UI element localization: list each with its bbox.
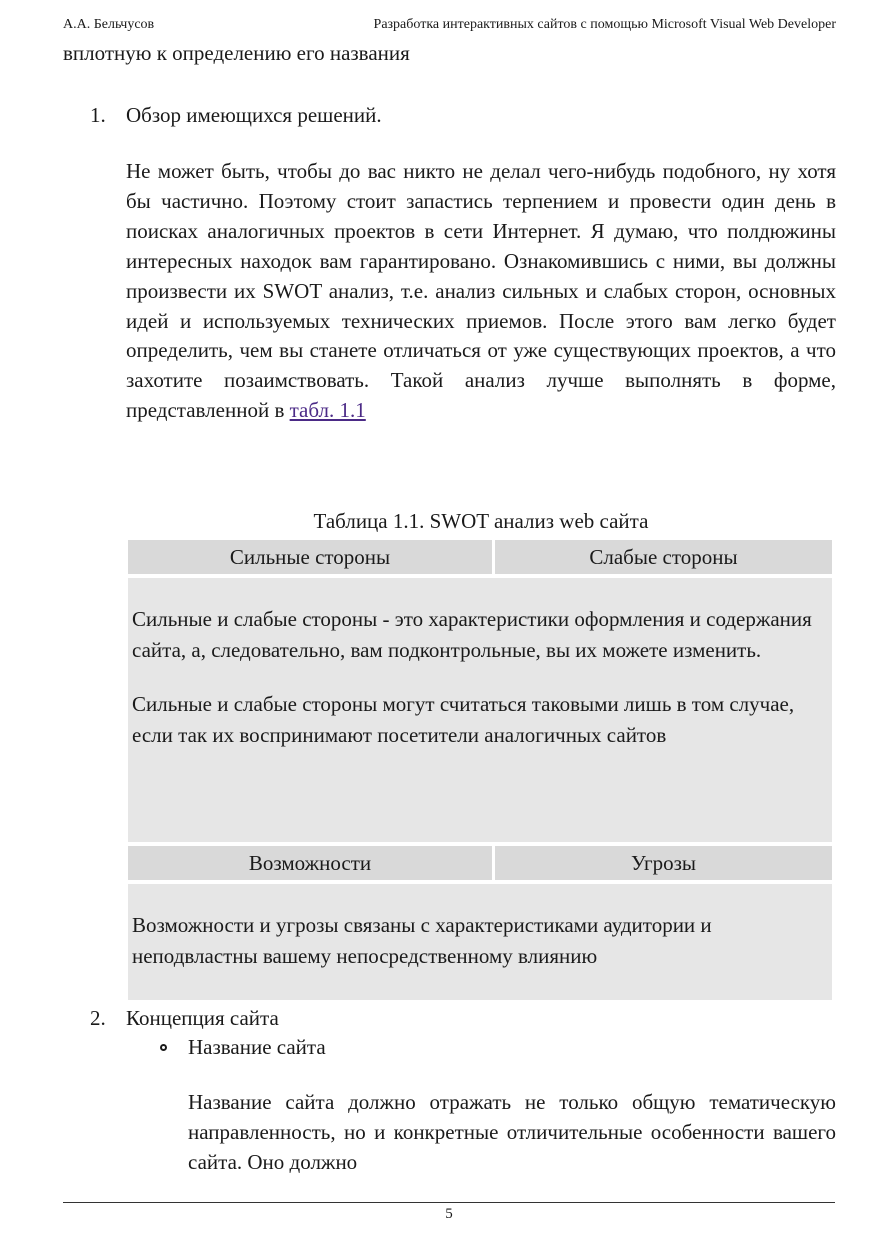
subsection-title-site-name: Название сайта [188,1035,326,1059]
header-author: А.А. Бельчусов [63,17,155,32]
overview-paragraph [126,157,836,426]
section-title-overview: Обзор имеющихся решений. [126,103,382,127]
header-book-title: Разработка интерактивных сайтов с помощью Microsoft Visual Web Developer [373,17,836,32]
list-number-1: 1. [90,103,106,127]
ot-description: Возможности и угрозы связаны с характеристиками аудитории и неподвластны вашему непосредственному влиянию [132,913,712,968]
list-number-2: 2. [90,1006,106,1030]
table-reference-link[interactable]: табл. 1.1 [289,398,366,423]
section-title-concept: Концепция сайта [126,1006,279,1030]
intro-line: вплотную к определению его названия [63,41,410,65]
table-header-strengths: Сильные стороны [128,540,492,574]
hollow-bullet-icon [160,1044,167,1051]
table-cell-strengths-weaknesses [128,578,832,842]
page-number: 5 [445,1206,453,1222]
sw-description-2: Сильные и слабые стороны могут считаться таковыми лишь в том случае, если так их воспринимают посетители аналогичных сайтов [132,692,795,747]
table-header-threats: Угрозы [495,846,832,880]
table-header-opportunities: Возможности [128,846,492,880]
table-header-weaknesses: Слабые стороны [495,540,832,574]
site-name-paragraph: Название сайта должно отражать не только общую тематическую направленность, но и конкретные отличительные особенности вашего сайта. Оно должно [188,1090,836,1174]
overview-paragraph-text: Не может быть, чтобы до вас никто не делал чего-нибудь подобного, ну хотя бы частично. Поэтому стоит запастись терпением и провести один день в поисках аналогичных проектов в сети Интернет. Я думаю, что полдюжины интересных находок вам гарантировано. Ознакомившись с ними, вы должны произвести их SWOT анализ, т.е. анализ сильных и слабых сторон, основных идей и используемых технических приемов. После этого вам легко будет определить, чем вы станете отличаться от уже существующих проектов, а что захотите позаимствовать. Такой анализ лучше выполнять в форме, представленной в [126,159,836,423]
footer-divider [63,1202,835,1203]
sw-description-1: Сильные и слабые стороны - это характеристики оформления и содержания сайта, а, следовательно, вам подконтрольные, вы их можете изменить. [132,607,812,662]
table-caption: Таблица 1.1. SWOT анализ web сайта [313,509,649,533]
table-cell-opportunities-threats [128,884,832,1000]
